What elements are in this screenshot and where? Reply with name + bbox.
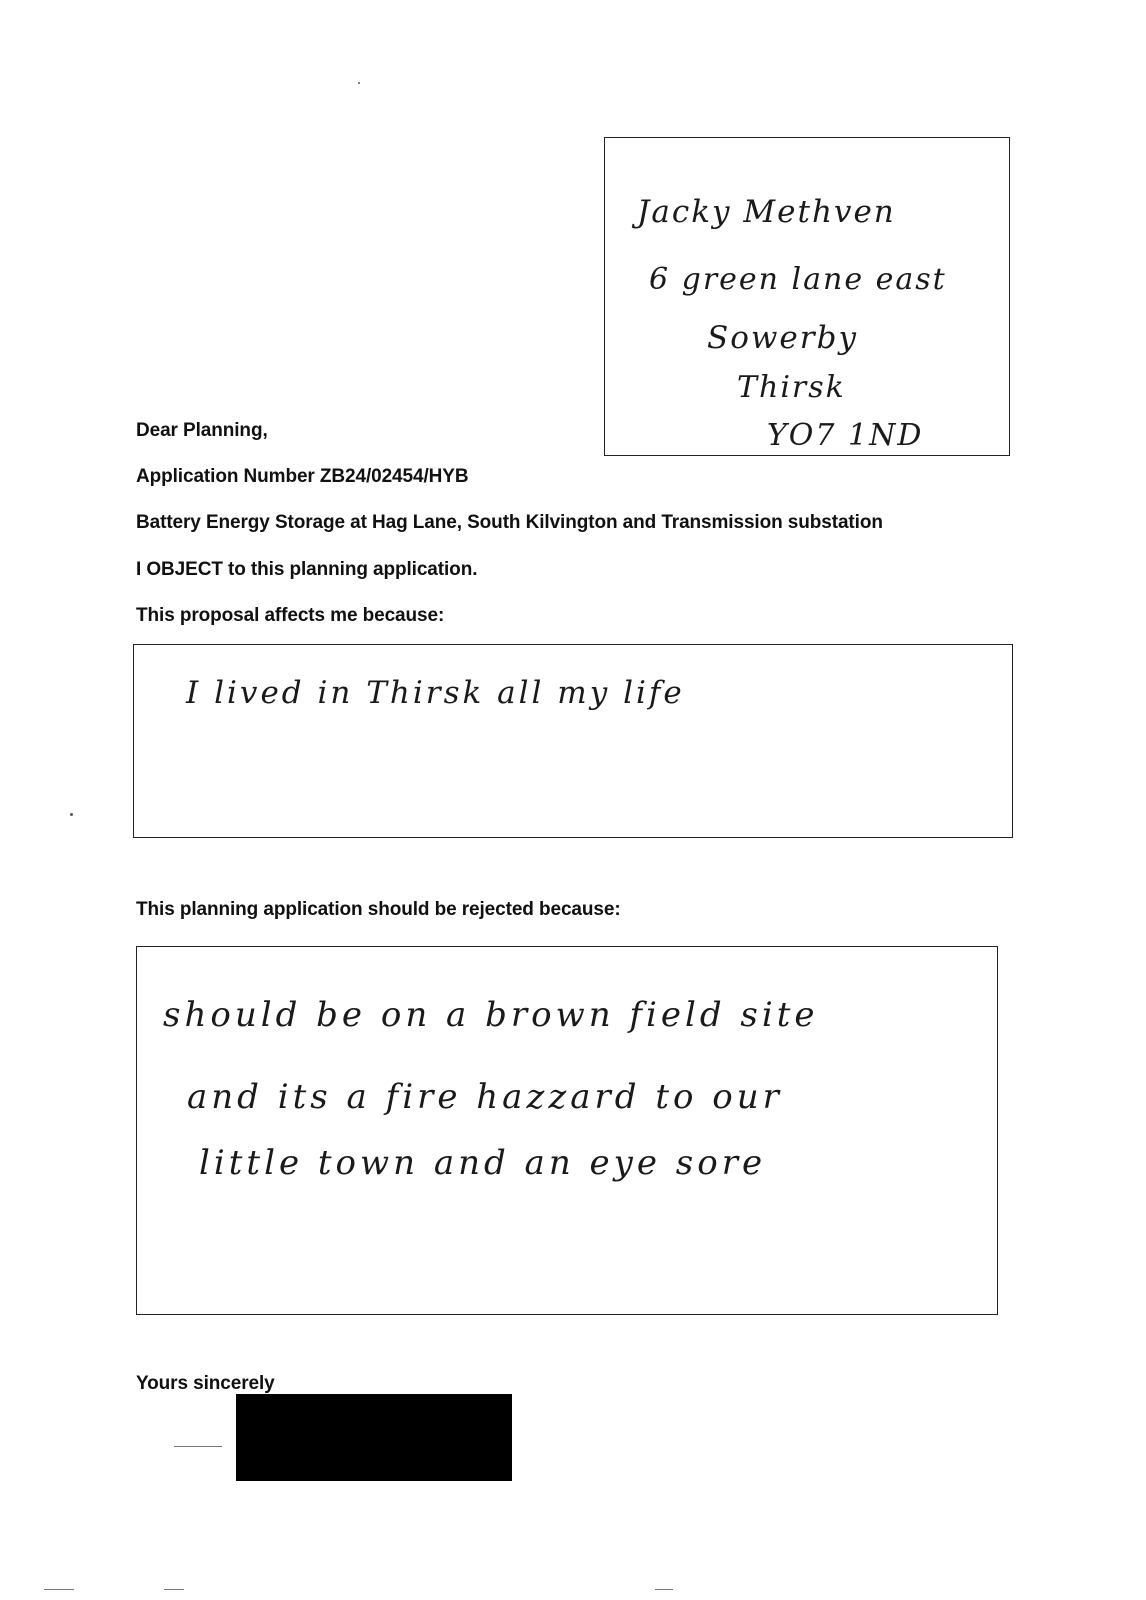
- signature-stroke: [174, 1446, 222, 1447]
- application-number: Application Number ZB24/02454/HYB: [136, 466, 469, 487]
- rejected-heading: This planning application should be rejected because:: [136, 899, 621, 920]
- scan-artifact: [164, 1589, 184, 1590]
- scan-speck: [70, 813, 73, 816]
- closing: Yours sincerely: [136, 1373, 275, 1394]
- address-postcode: YO7 1ND: [767, 418, 924, 453]
- address-name: Jacky Methven: [637, 194, 896, 230]
- affects-heading: This proposal affects me because:: [136, 605, 445, 626]
- affects-response-text: I lived in Thirsk all my life: [186, 675, 685, 711]
- address-village: Sowerby: [707, 320, 858, 356]
- rejected-response-box: [136, 946, 998, 1315]
- signature-redaction: [236, 1394, 512, 1481]
- objection-statement: I OBJECT to this planning application.: [136, 559, 478, 580]
- rejected-response-line-2: and its a fire hazzard to our: [187, 1077, 783, 1117]
- address-box: [604, 137, 1010, 456]
- affects-response-box: [133, 644, 1013, 838]
- address-town: Thirsk: [737, 370, 846, 405]
- proposal-title: Battery Energy Storage at Hag Lane, South Kilvington and Transmission substation: [136, 512, 883, 533]
- rejected-response-line-3: little town and an eye sore: [199, 1143, 767, 1183]
- salutation: Dear Planning,: [136, 420, 268, 441]
- scan-artifact: [655, 1589, 673, 1590]
- rejected-response-line-1: should be on a brown field site: [163, 995, 819, 1035]
- scan-artifact: [44, 1589, 74, 1590]
- scan-speck: [358, 82, 360, 84]
- address-street: 6 green lane east: [649, 262, 947, 297]
